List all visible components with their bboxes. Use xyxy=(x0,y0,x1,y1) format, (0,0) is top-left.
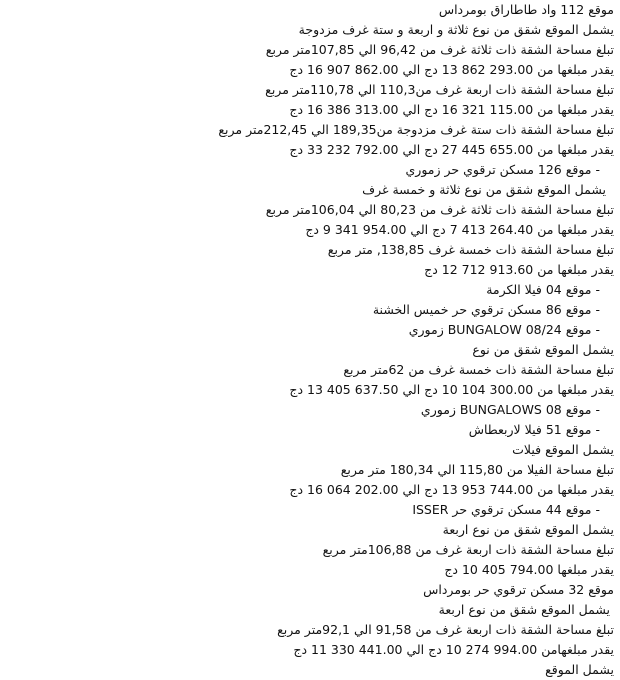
area-line: تبلغ مساحة الشقة ذات ثلاثة غرف من 80,23 الي 106,04متر مربع xyxy=(265,202,614,217)
site-description: يشمل الموقع شقق من نوع اربعة xyxy=(438,602,610,617)
site-bullet: - موقع 44 مسكن ترقوي حر ISSER xyxy=(412,502,600,517)
site-description: يشمل الموقع شقق من نوع ثلاثة و اربعة و ستة غرف مزدوجة xyxy=(298,22,614,37)
site-bullet: - موقع BUNGALOWS 08 زموري xyxy=(420,402,600,417)
site-description: يشمل الموقع xyxy=(545,662,614,677)
site-bullet: - موقع 04 فيلا الكرمة xyxy=(486,282,600,297)
area-line: تبلغ مساحة الشقة ذات ستة غرف مزدوجة من189,35 الي 212,45متر مربع xyxy=(218,122,614,137)
site-bullet: - موقع 126 مسكن ترقوي حر زموري xyxy=(405,162,600,177)
price-line: يقدر مبلغها 794.00 405 10 دج xyxy=(444,562,614,577)
site-description: يشمل الموقع شقق من نوع xyxy=(472,342,614,357)
area-line: تبلغ مساحة الشقة ذات اربعة غرف من 91,58 الي 92,1متر مربع xyxy=(277,622,614,637)
price-line: يقدر مبلغها من 264.40 413 7 دج الي 954.00 341 9 دج xyxy=(305,222,614,237)
site-description: يشمل الموقع فيلات xyxy=(512,442,614,457)
price-line: يقدر مبلغها من 293.00 862 13 دج الي 862.00 907 16 دج xyxy=(289,62,614,77)
site-description: يشمل الموقع شقق من نوع اربعة xyxy=(442,522,614,537)
price-line: يقدر مبلغها من 655.00 445 27 دج الي 792.00 232 33 دج xyxy=(289,142,614,157)
area-line: تبلغ مساحة الشقة ذات خمسة غرف 138,85, متر مربع xyxy=(327,242,614,257)
price-line: يقدر مبلغها من 115.00 321 16 دج الي 313.00 386 16 دج xyxy=(289,102,614,117)
price-line: يقدر مبلغها من 913.60 712 12 دج xyxy=(424,262,614,277)
price-line: يقدر مبلغها من 300.00 104 10 دج الي 637.50 405 13 دج xyxy=(289,382,614,397)
site-heading: موقع 112 واد طاطاراق بومرداس xyxy=(438,2,614,17)
site-bullet: - موقع 86 مسكن ترقوي حر خميس الخشنة xyxy=(372,302,600,317)
site-heading: موقع 32 مسكن ترقوي حر بومرداس xyxy=(423,582,614,597)
area-line: تبلغ مساحة الشقة ذات خمسة غرف من 62متر مربع xyxy=(343,362,614,377)
site-description: يشمل الموقع شقق من نوع ثلاثة و خمسة غرف xyxy=(362,182,606,197)
area-line: تبلغ مساحة الشقة ذات اربعة غرف من110,3 الي 110,78متر مربع xyxy=(265,82,614,97)
area-line: تبلغ مساحة الفيلا من 115,80 الي 180,34 متر مربع xyxy=(340,462,614,477)
area-line: تبلغ مساحة الشقة ذات ثلاثة غرف من 96,42 الي 107,85متر مربع xyxy=(265,42,614,57)
price-line: يقدر مبلغهامن 994.00 274 10 دج الي 441.00 330 11 دج xyxy=(293,642,614,657)
site-bullet: - موقع BUNGALOW 08/24 زموري xyxy=(408,322,600,337)
site-bullet: - موقع 51 فيلا لاربعطاش xyxy=(468,422,600,437)
price-line: يقدر مبلغها من 744.00 953 13 دج الي 202.00 064 16 دج xyxy=(289,482,614,497)
area-line: تبلغ مساحة الشقة ذات اربعة غرف من 106,88متر مربع xyxy=(322,542,614,557)
